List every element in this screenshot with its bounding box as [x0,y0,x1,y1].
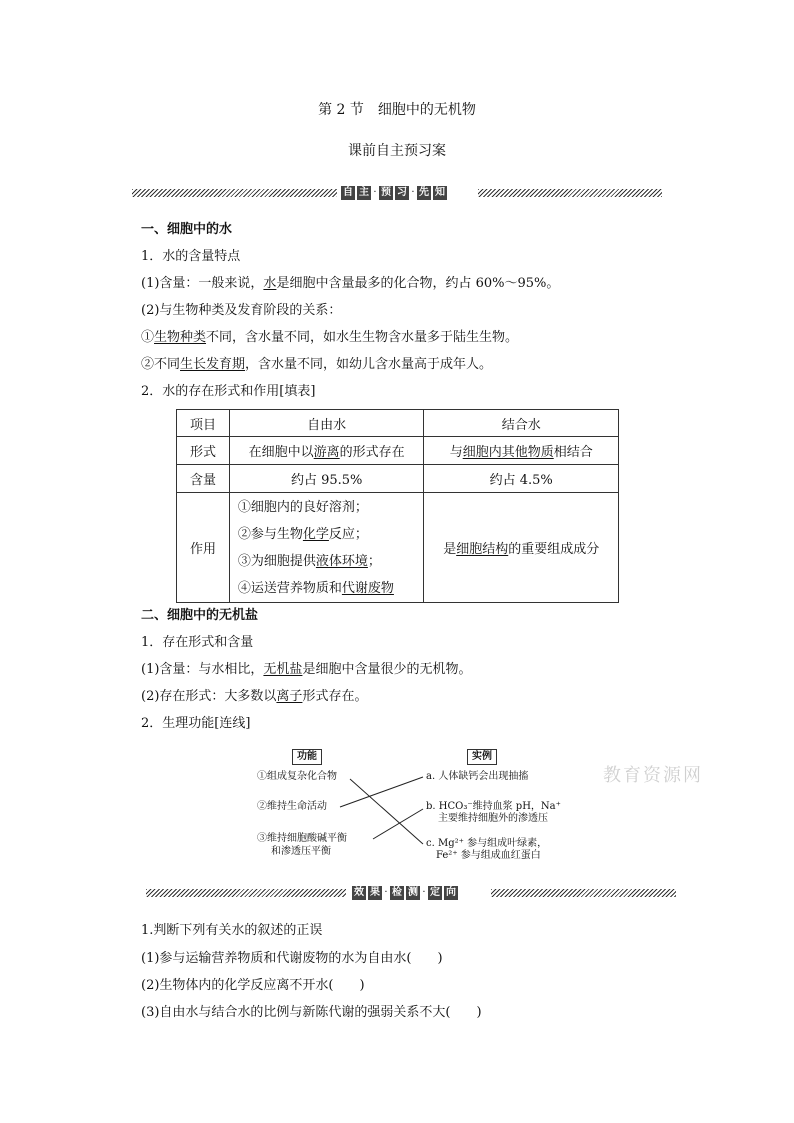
free-water-roles: ①细胞内的良好溶剂； ②参与生物化学反应； ③为细胞提供液体环境； ④运送营养物质和代谢废物 [229,493,424,603]
quiz-item-1: (1)参与运输营养物质和代谢废物的水为自由水( ) [141,951,443,966]
function-header-box: 功能 [292,749,322,765]
example-b-line2: 主要维持细胞外的渗透压 [438,813,548,824]
salt-content-line: (1)含量：与水相比，无机盐是细胞中含量很少的无机物。 [141,662,472,677]
function-item-3: ③维持细胞酸碱平衡 [257,833,347,844]
free-water-form: 在细胞中以游离的形式存在 [229,437,424,465]
example-c-line1: c. Mg²⁺ 参与组成叶绿素， [426,838,548,849]
page-title: 第 2 节 细胞中的无机物 [318,102,476,118]
function-item-3-cont: 和渗透压平衡 [271,846,331,857]
function-item-1: ①组成复杂化合物 [257,771,337,782]
quiz-item-2: (2)生物体内的化学反应离不开水( ) [141,978,365,993]
bound-water-content: 约占 4.5% [424,465,619,493]
table-row [177,493,619,603]
relation-item-2: ②不同生长发育期，含水量不同，如幼儿含水量高于成年人。 [141,357,493,372]
header-bound-water: 结合水 [424,410,619,437]
row-label-role: 作用 [177,493,230,603]
banner-label: 自 主 · 预 习 · 先 知 [343,187,445,198]
section1-item2-title: 2．水的存在形式和作用[填表] [141,384,316,399]
watermark-logo: 教育资源网 [603,765,703,786]
example-header-box: 实例 [467,749,497,765]
table-row [177,410,619,437]
water-content-line: (1)含量：一般来说，水是细胞中含量最多的化合物，约占 60%～95%。 [141,276,560,291]
relation-item-1: ①生物种类不同，含水量不同，如水生生物含水量多于陆生生物。 [141,330,519,345]
example-b-line1: b. HCO₃⁻维持血浆 pH，Na⁺ [426,801,561,812]
bound-water-role: 是细胞结构的重要组成成分 [424,493,619,603]
example-c-line2: Fe²⁺ 参与组成血红蛋白 [436,850,541,861]
section1-item1-title: 1．水的含量特点 [141,249,241,264]
salt-form-line: (2)存在形式：大多数以离子形式存在。 [141,689,368,704]
quiz-item-3: (3)自由水与结合水的比例与新陈代谢的强弱关系不大( ) [141,1005,482,1020]
connector-lines [255,746,575,866]
quiz-title: 1.判断下列有关水的叙述的正误 [141,923,323,938]
section2-item2-title: 2．生理功能[连线] [141,716,251,731]
section-banner-test [146,886,676,900]
connector-3-b [373,809,423,839]
section1-heading: 一、细胞中的水 [141,222,233,237]
page-subtitle: 课前自主预习案 [348,143,446,159]
header-item: 项目 [177,410,230,437]
table-row [177,465,619,493]
water-forms-table [176,409,619,603]
function-example-diagram [255,746,575,866]
section2-heading: 二、细胞中的无机盐 [141,608,259,623]
free-water-content: 约占 95.5% [229,465,424,493]
function-item-2: ②维持生命活动 [257,801,327,812]
example-a: a. 人体缺钙会出现抽搐 [426,771,529,782]
header-free-water: 自由水 [229,410,424,437]
banner-label: 效 果 · 检 测 · 定 向 [354,887,456,898]
section-banner-preview [132,186,662,200]
row-label-form: 形式 [177,437,230,465]
connector-1-c [350,779,423,844]
table-row [177,437,619,465]
bound-water-form: 与细胞内其他物质相结合 [424,437,619,465]
relation-line: (2)与生物种类及发育阶段的关系： [141,303,342,318]
row-label-content: 含量 [177,465,230,493]
section2-item1-title: 1．存在形式和含量 [141,635,254,650]
